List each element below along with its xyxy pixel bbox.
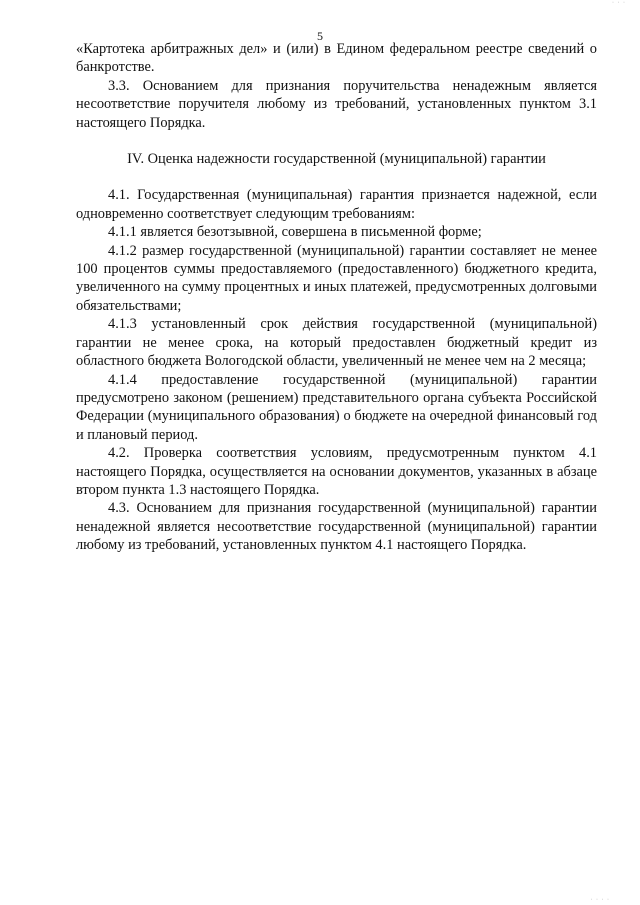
page-number: 5 bbox=[317, 29, 323, 43]
paragraph-4-1-1: 4.1.1 является безотзывной, совершена в письменной форме; bbox=[108, 224, 482, 241]
paragraph-3-3: 3.3. Основанием для признания поручительства ненадежным является несоответствие поручителя любому из требований, установленных пунктом 3.1 настоящего Порядка. bbox=[76, 77, 597, 131]
paragraph-4-1-3: 4.1.3 установленный срок действия государственной (муниципальной) гарантии не менее срока, на который предоставлен бюджетный кредит из областного бюджета Вологодской области, увеличенный не менее чем на 2 месяца; bbox=[76, 316, 597, 370]
paragraph-4-1: 4.1. Государственная (муниципальная) гарантия признается надежной, если одновременно соответствует следующим требованиям: bbox=[76, 187, 597, 222]
section-heading-iv: IV. Оценка надежности государственной (муниципальной) гарантии bbox=[127, 151, 546, 168]
document-body bbox=[76, 40, 597, 555]
paragraph-4-1-4: 4.1.4 предоставление государственной (муниципальной) гарантии предусмотрено законом (решением) представительного органа субъекта Российской Федерации (муниципального образования) о бюджете на очередной финансовый год и плановый период. bbox=[76, 371, 597, 443]
scan-mark-bottom: · · · · bbox=[590, 897, 610, 903]
paragraph-4-3: 4.3. Основанием для признания государственной (муниципальной) гарантии ненадежной является несоответствие государственной (муниципальной) гарантии любому из требований, установленных пунктом 4.1 настоящего Порядка. bbox=[76, 500, 597, 554]
paragraph-4-1-2: 4.1.2 размер государственной (муниципальной) гарантии составляет не менее 100 процентов суммы предоставляемого (предоставленного) бюджетного кредита, увеличенного на сумму процентных и иных платежей, предусмотренных долговыми обязательствами; bbox=[76, 242, 597, 314]
scan-mark-top: · · · bbox=[612, 0, 626, 6]
paragraph-bankruptcy-registry: «Картотека арбитражных дел» и (или) в Едином федеральном реестре сведений о банкротстве. bbox=[76, 41, 597, 76]
paragraph-4-2: 4.2. Проверка соответствия условиям, предусмотренным пунктом 4.1 настоящего Порядка, осуществляется на основании документов, указанных в абзаце втором пункта 1.3 настоящего Порядка. bbox=[76, 445, 597, 498]
